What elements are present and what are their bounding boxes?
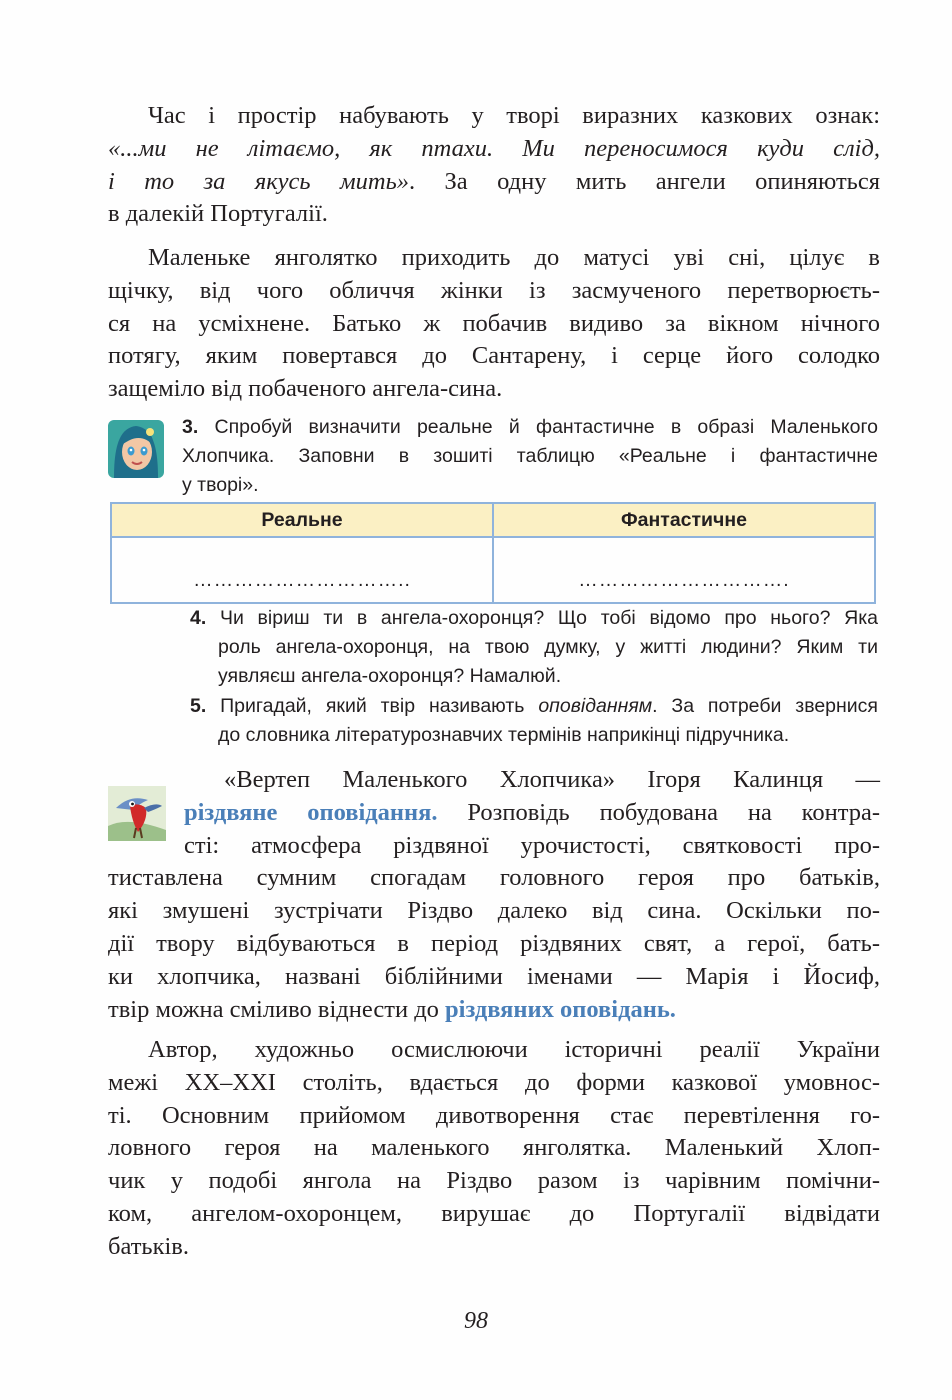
task-line: уявляєш ангела-охоронця? Намалюй. (218, 665, 562, 687)
page-number: 98 (464, 1308, 488, 1334)
table-header-row (111, 503, 875, 537)
table-header-real: Реальне (111, 503, 493, 537)
term-christmas-story: різдвяне оповідання. (184, 798, 438, 826)
task-line (190, 692, 878, 721)
text-line: ті. Основним прийомом дивотворення стає перевтілення го- (108, 1101, 880, 1129)
task-line (190, 604, 878, 633)
girl-portrait-icon (108, 420, 164, 478)
task-3 (182, 413, 878, 500)
task-line: роль ангела-охоронця, на твою думку, у житті людини? Яким ти (218, 636, 878, 658)
text-line: чик у подобі янгола на Різдво разом із чарівним помічни- (108, 1167, 880, 1195)
text-line: «Вертеп Маленького Хлопчика» Ігоря Калинця — (224, 766, 880, 793)
text-line: батьків. (108, 1232, 189, 1260)
text-line: щічку, від чого обличчя жінки із засмученого перетворюєть- (108, 276, 880, 304)
text-line: ся на усміхнене. Батько ж побачив видиво за вікном нічного (108, 309, 880, 337)
text-line: Час і простір набувають у творі виразних казкових ознак: (148, 102, 880, 129)
table-row (111, 537, 875, 603)
text-line: які змушені зустрічати Різдво далеко від сина. Оскільки по- (108, 897, 880, 925)
text-fragment: твір можна сміливо віднести до (108, 995, 446, 1023)
task-5 (190, 692, 878, 750)
term-christmas-stories: різдвяних оповідань. (445, 995, 676, 1023)
text-line-quote: «...ми не літаємо, як птахи. Ми переносимося куди слід, (108, 134, 880, 162)
table-cell-real: ………………………….. (111, 537, 493, 603)
text-line: тиставлена сумним спогадам головного героя про батьків, (108, 864, 880, 892)
text-line: ловного героя на маленького янголятка. Маленький Хлоп- (108, 1134, 880, 1162)
task-number: 5. (190, 695, 207, 717)
paragraph-little-angel (108, 242, 880, 406)
text-line: Автор, художньо осмислюючи історичні реалії України (148, 1036, 880, 1063)
text-line: ком, ангелом-охоронцем, вирушає до Португалії відвідати (108, 1199, 880, 1227)
text-line (108, 797, 880, 830)
text-line: в далекій Португалії. (108, 200, 328, 228)
task-4 (190, 604, 878, 691)
paragraph-christmas-story (108, 764, 880, 1026)
task-line (182, 413, 878, 442)
text-fragment: Розповідь побудована на контра- (437, 798, 880, 826)
text-line (108, 994, 880, 1027)
text-line: дії твору відбуваються в період різдвяних свят, а герої, бать- (108, 929, 880, 957)
task-text: Чи віриш ти в ангела-охоронця? Що тобі відомо про нього? Яка (219, 607, 878, 629)
quote-end: і то за якусь мить» (108, 167, 409, 195)
text-line: Маленьке янголятко приходить до матусі уві сні, цілує в (148, 244, 880, 271)
task-line: Хлопчика. Заповни в зошиті таблицю «Реальне і фантастичне (182, 445, 878, 467)
task-line: у творі». (182, 474, 259, 496)
task-text: Спробуй визначити реальне й фантастичне в образі Маленького (214, 416, 879, 438)
text-line: ки хлопчика, названі біблійними іменами — Марія і Йосиф, (108, 962, 880, 990)
text-line: потягу, яким повертався до Сантарену, і серце його солодко (108, 342, 880, 370)
text-line: межі XX–XXI століть, вдається до форми казкової умовнос- (108, 1068, 880, 1096)
text-line: сті: атмосфера різдвяної урочистості, святковості про- (184, 831, 880, 859)
task-text: Пригадай, який твір називають (220, 695, 539, 717)
real-fantastic-table (110, 502, 876, 604)
table-header-fantastic: Фантастичне (493, 503, 875, 537)
task-number: 4. (190, 607, 207, 629)
table-cell-fantastic: …………………………. (493, 537, 875, 603)
term-story: оповіданням (538, 695, 653, 717)
text-fragment: . За одну мить ангели опиняються (408, 167, 880, 195)
paragraph-author-form (108, 1034, 880, 1264)
task-text: . За потреби звернися (652, 695, 878, 717)
paragraph-time-space (108, 100, 880, 231)
task-number: 3. (182, 416, 199, 438)
text-line: защеміло від побаченого ангела-сина. (108, 375, 503, 403)
text-line (108, 166, 880, 199)
task-line: до словника літературознавчих термінів наприкінці підручника. (218, 724, 790, 746)
